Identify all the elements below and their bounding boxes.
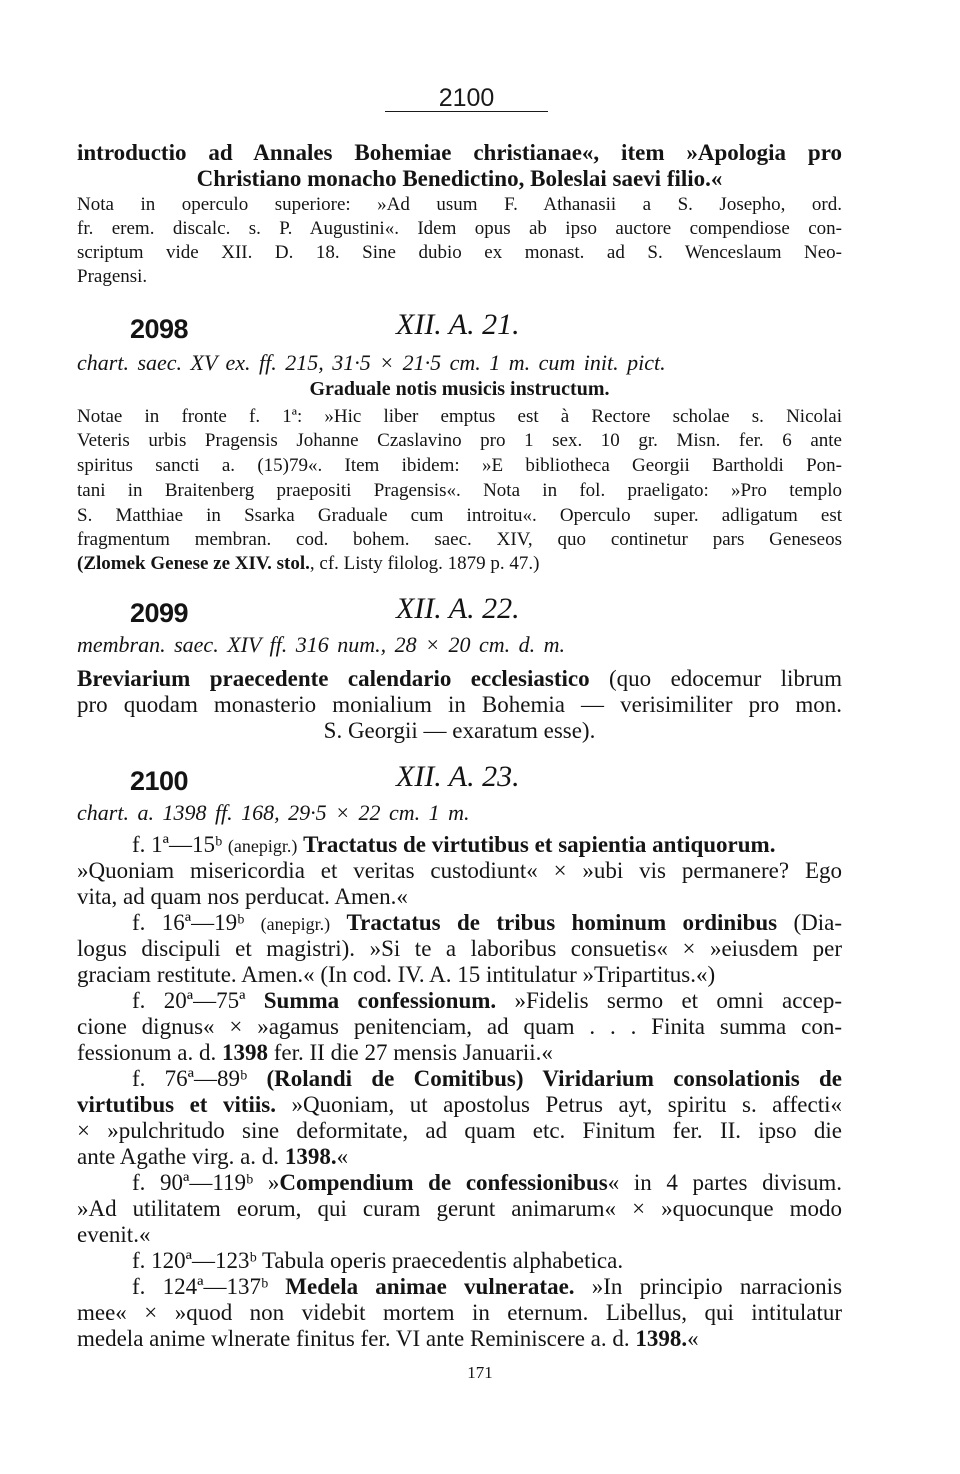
physical-description-2099: membran. saec. XIV ff. 316 num., 28 × 20 cm. d. m. [77, 632, 565, 657]
note-2098-citation: , cf. Listy filolog. 1879 p. 47.) [309, 553, 540, 574]
intro-line-2: Christiano monacho Benedictino, Boleslai saevi filio.« [196, 166, 723, 191]
item-3-folio-ref: f. 20ª—75ª [132, 988, 246, 1013]
note-2098-line-3: spiritus sancti a. (15)79«. Item ibidem: »E bibliotheca Georgii Bartholdi Pon- [77, 455, 842, 476]
entry-number-2098: 2098 [130, 314, 189, 344]
item-1-line-1: f. 1ª—15ᵇ (anepigr.) Tractatus de virtutibus et sapientia antiquorum. [132, 832, 776, 857]
intro-line-5: scriptum vide XII. D. 18. Sine dubio ex monast. ad S. Wenceslaum Neo- [77, 242, 842, 263]
item-4-line-1 [132, 1066, 842, 1092]
title-2099-line-2: pro quodam monasterio monialium in Bohemia — verisimiliter pro mon. [77, 692, 842, 717]
item-5-line-3: evenit.« [77, 1222, 151, 1247]
item-4-title: (Rolandi de Comitibus) Viridarium consolationis de [266, 1066, 843, 1091]
item-4-line-3: × »pulchritudo sine deformitate, ad quam etc. Finitum fer. II. ipso die [77, 1118, 842, 1143]
item-5-line-2: »Ad utilitatem eorum, qui curam gerunt animarum« × »quocunque modo [77, 1196, 842, 1221]
intro-line-1: introductio ad Annales Bohemiae christianae«, item »Apologia pro [77, 140, 842, 165]
shelfmark-2098: XII. A. 21. [396, 308, 520, 341]
physical-description-2098: chart. saec. XV ex. ff. 215, 31·5 × 21·5 cm. 1 m. cum init. pict. [77, 350, 666, 375]
item-3-line-3: fessionum a. d. 1398 fer. II die 27 mensis Januarii.« [77, 1040, 553, 1065]
note-2098-line-5: S. Matthiae in Ssarka Graduale cum introitu«. Operculo super. adligatum est [77, 505, 842, 526]
shelfmark-2100: XII. A. 23. [396, 760, 520, 793]
item-7-title: Medela animae vulneratae. [285, 1274, 575, 1299]
item-7-folio-ref: f. 124ª—137ᵇ [132, 1274, 269, 1299]
title-2099-line-1: Breviarium praecedente calendario ecclesiastico (quo edocemur librum [77, 666, 842, 691]
item-3-line-2: cione dignus« × »agamus penitenciam, ad quam . . . Finita summa con- [77, 1014, 842, 1039]
item-4-line-2: virtutibus et vitiis. »Quoniam, ut apostolus Petrus ayt, spiritu s. affecti« [77, 1092, 842, 1117]
title-2099-line-3: S. Georgii — exaratum esse). [323, 718, 596, 743]
intro-line-6: Pragensi. [77, 266, 148, 287]
header-rule [385, 111, 548, 112]
item-2-line-2: logus discipuli et magistri). »Si te a laboribus consuetis« × »eiusdem per [77, 936, 842, 961]
item-3-title: Summa confessionum. [263, 988, 497, 1013]
item-4-line-4: ante Agathe virg. a. d. 1398.« [77, 1144, 349, 1169]
page-number: 171 [467, 1363, 493, 1382]
item-2-folio-ref: f. 16ª—19ᵇ [132, 910, 245, 935]
note-2098-bold-title: (Zlomek Genese ze XIV. stol. [77, 553, 310, 574]
item-5-folio-ref: f. 90ª—119ᵇ [132, 1170, 254, 1195]
title-2098: Graduale notis musicis instructum. [309, 378, 610, 400]
item-3-line-1: f. 20ª—75ª Summa confessionum. »Fidelis sermo et omni accep- [132, 988, 842, 1013]
intro-line-3: Nota in operculo superiore: »Ad usum F. Athanasii a S. Josepho, ord. [77, 194, 842, 215]
item-7-line-3: medela anime wlnerate finitus fer. VI ante Reminiscere a. d. 1398.« [77, 1326, 699, 1351]
physical-description-2100: chart. a. 1398 ff. 168, 29·5 × 22 cm. 1 m. [77, 800, 470, 825]
item-1-line-3: vita, ad quam nos perducat. Amen.« [77, 884, 408, 909]
note-2098-line-4: tani in Braitenberg praepositi Pragensis«. Nota in fol. praeligato: »Pro templo [77, 480, 842, 501]
entry-number-2099: 2099 [130, 598, 189, 628]
item-6-folio-ref: f. 120ª—123ᵇ [132, 1248, 257, 1273]
item-1-title: Tractatus de virtutibus et sapientia antiquorum. [303, 832, 776, 857]
item-1-line-2: »Quoniam misericordia et veritas custodiunt« × »ubi vis permanere? Ego [77, 858, 842, 883]
entry-number-2100: 2100 [130, 766, 189, 796]
item-1-folio-ref: f. 1ª—15ᵇ [132, 832, 223, 857]
item-7-line-2: mee« × »quod non videbit mortem in eternum. Libellus, qui intitulatur [77, 1300, 842, 1325]
item-5-line-1: f. 90ª—119ᵇ »Compendium de confessionibus« in 4 partes divisum. [132, 1170, 842, 1195]
item-6-line-1: f. 120ª—123ᵇ Tabula operis praecedentis alphabetica. [132, 1248, 624, 1273]
item-2-title: Tractatus de tribus hominum ordinibus [346, 910, 778, 935]
title-2099: Breviarium praecedente calendario ecclesiastico [77, 666, 590, 691]
note-2098-line-1: Notae in fronte f. 1ª: »Hic liber emptus est à Rectore scholae s. Nicolai [77, 406, 842, 427]
note-2098-line-2: Veteris urbis Pragensis Johanne Czaslavino pro 1 sex. 10 gr. Misn. fer. 6 ante [77, 430, 842, 451]
item-7-line-1: f. 124ª—137ᵇ Medela animae vulneratae. »In principio narracionis [132, 1274, 843, 1299]
note-2098-line-6: fragmentum membran. cod. bohem. saec. XIV, quo continetur pars Geneseos [77, 529, 842, 550]
shelfmark-2099: XII. A. 22. [396, 592, 520, 625]
running-head: 2100 [438, 84, 495, 112]
item-2-line-3: graciam restitute. Amen.« (In cod. IV. A. 15 intitulatur »Tripartitus.«) [77, 962, 716, 987]
item-2-line-1: f. 16ª—19ᵇ (anepigr.) Tractatus de tribus hominum ordinibus (Dia- [132, 910, 843, 935]
item-5-title: Compendium de confessionibus [279, 1170, 608, 1195]
note-2098-line-7 [77, 553, 842, 575]
item-4-folio-ref: f. 76ª—89ᵇ [132, 1066, 248, 1091]
intro-line-4: fr. erem. discalc. s. P. Augustini«. Idem opus ab ipso auctore compendiose con- [77, 218, 842, 239]
